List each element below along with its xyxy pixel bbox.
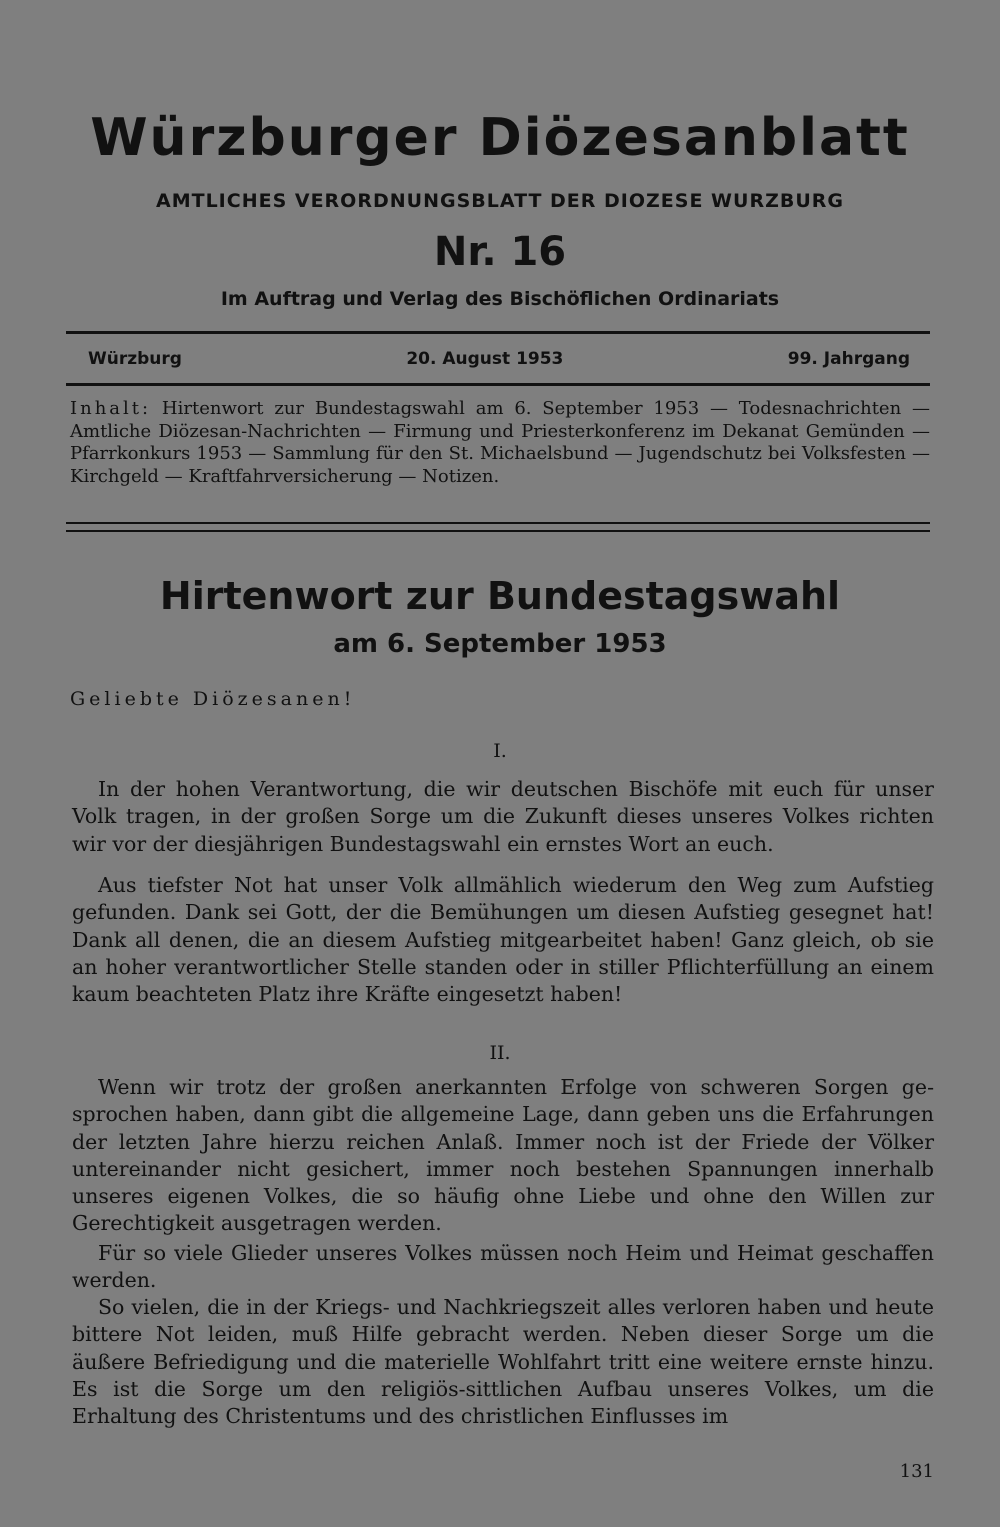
contents-rule-2	[66, 530, 930, 532]
section-number: II.	[489, 1042, 511, 1064]
contents-rule-1	[66, 522, 930, 524]
paragraph: Wenn wir trotz der großen anerkannten Erfolge von schweren Sorgen gesprochen haben, dann gibt die allgemeine Lage, dann geben uns die Erfahrungen der letzten Jahre hierzu reichen Anlaß. Immer noch ist der Friede der Völker untereinander nicht gesichert, immer noch bestehen Spannungen innerhalb unseres eigenen Volkes, die so häufig ohne Liebe und ohne den Willen zur Gerechtigkeit ausgetragen werden.	[72, 1075, 934, 1236]
paragraph: So vielen, die in der Kriegs- und Nachkriegszeit alles verloren haben und heute bittere Not leiden, muß Hilfe gebracht werden. Neben dieser Sorge um die äußere Befriedigung und die materielle Wohlfahrt tritt eine weitere ernste hinzu. Es ist die Sorge um den religiös-sittlichen Aufbau unseres Volkes, um die Erhaltung des Christentums und des christlichen Einflusses im	[72, 1295, 934, 1429]
issue-number: Nr. 16	[433, 229, 567, 275]
paragraph: Für so viele Glieder unseres Volkes müssen noch Heim und Heimat geschaffen werden.	[72, 1241, 934, 1293]
page-number: 131	[899, 1461, 934, 1482]
contents-label: Inhalt:	[70, 398, 152, 419]
masthead-subtitle: AMTLICHES VERORDNUNGSBLATT DER DIOZESE WURZBURG	[156, 190, 844, 212]
section-number: I.	[493, 740, 507, 762]
article-title: Hirtenwort zur Bundestagswahl	[159, 574, 841, 618]
paragraph: Aus tiefster Not hat unser Volk allmählich wiederum den Weg zum Aufstieg gefunden. Dank sei Gott, der die Bemühungen um diesen Aufstieg gesegnet hat! Dank all denen, die an diesem Aufstieg mitgearbeitet haben! Ganz gleich, ob sie an hoher verantwortlicher Stelle standen oder in stiller Pflichterfüllung an einem kaum beachteten Platz ihre Kräfte eingesetzt haben!	[72, 873, 934, 1007]
paragraph: In der hohen Verantwortung, die wir deutschen Bischöfe mit euch für unser Volk tragen, in der großen Sorge um die Zukunft dieses unseres Volkes richten wir vor der diesjährigen Bundestagswahl ein ernstes Wort an euch.	[72, 777, 934, 856]
dateline	[88, 346, 910, 372]
publisher-line: Im Auftrag und Verlag des Bischöflichen Ordinariats	[220, 288, 780, 310]
article-subtitle: am 6. September 1953	[333, 629, 667, 659]
header-rule-top	[66, 331, 930, 334]
table-of-contents	[70, 398, 930, 488]
dateline-place: Würzburg	[88, 349, 182, 369]
header-rule-bottom	[66, 383, 930, 386]
salutation: Geliebte Diözesanen!	[70, 688, 356, 710]
contents-text: Hirtenwort zur Bundestagswahl am 6. September 1953 — Todesnachrichten — Amtliche Diözesan-Nachrichten — Firmung und Priesterkonferenz im Dekanat Gemünden — Pfarrkonkurs 1953 — Sammlung für den St. Michaelsbund — Jugendschutz bei Volksfesten — Kirchgeld — Kraftfahrversicherung — Notizen.	[70, 398, 930, 487]
dateline-volume: 99. Jahrgang	[787, 349, 910, 369]
dateline-date: 20. August 1953	[406, 349, 564, 369]
masthead-title: Würzburger Diözesanblatt	[90, 108, 910, 168]
